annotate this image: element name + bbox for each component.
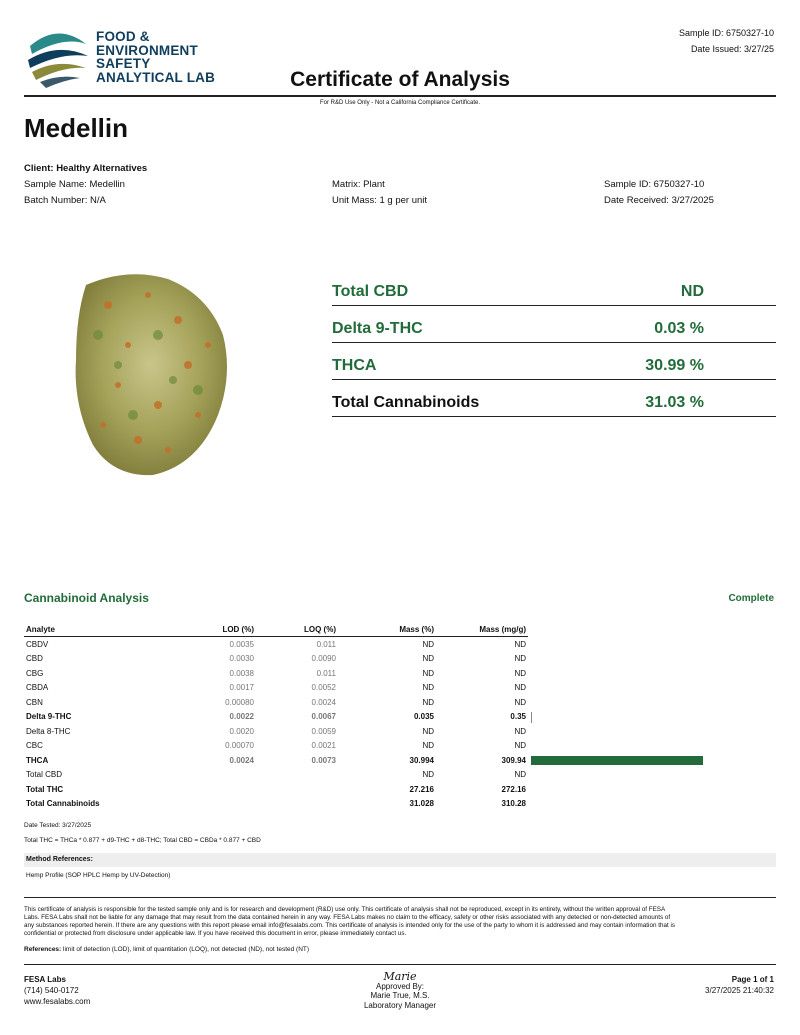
analyte-cell: Total CBD [26,770,63,780]
loq-cell [256,797,338,812]
loq-cell [256,782,338,797]
bar-cell [528,652,776,667]
header-meta [679,25,774,57]
summary-label: Total Cannabinoids [332,394,480,411]
analyte-cell: CBDV [26,639,49,649]
mass-mg-cell: 272.16 [501,784,526,794]
date-tested: Date Tested: 3/27/2025 [24,822,92,829]
mass-percent-cell: ND [422,639,434,649]
method-references-heading: Method References: [24,853,776,867]
logo-line: FOOD & [96,29,150,44]
column-header: Mass (%) [338,622,436,637]
mass-mg-cell: ND [514,683,526,693]
lod-cell: 0.0030 [229,654,254,664]
bar-cell [528,666,776,681]
table-row [24,666,776,681]
footer-website[interactable]: www.fesalabs.com [24,997,91,1006]
mass-percent-cell: 27.216 [409,784,434,794]
loq-cell: 0.0024 [311,697,336,707]
disclaimer: For R&D Use Only - Not a California Compliance Certificate. [319,100,481,106]
lod-cell: 0.0035 [229,639,254,649]
lod-cell [198,782,256,797]
loq-cell: 0.0073 [311,755,336,765]
analyte-cell: CBG [26,668,44,678]
mass-percent-cell: ND [422,654,434,664]
summary-row [332,275,776,306]
lod-cell: 0.0038 [229,668,254,678]
mass-percent-cell: ND [422,726,434,736]
legal-line: Labs. FESA Labs shall not be liable for any damage that may result from the data contained herein in any way. FESA Labs makes no claim to the efficacy, safety or other risks associated with any detected or non-detected amounts of [24,914,671,921]
mass-mg-cell: ND [514,639,526,649]
lod-cell: 0.0020 [229,726,254,736]
loq-cell: 0.0090 [311,654,336,664]
mass-percent-cell: 0.035 [413,712,434,722]
footer-divider [24,964,776,965]
summary-label: THCA [332,357,377,374]
bar-cell [528,724,776,739]
table-row [24,695,776,710]
signature: Marie [383,970,417,983]
bar-cell [528,710,776,725]
mass-mg-cell: ND [514,741,526,751]
summary-value: ND [680,283,704,300]
bar-column-header [528,622,776,637]
mass-mg-cell: 309.94 [501,755,526,765]
logo-line: SAFETY [96,56,151,71]
mass-percent-cell: 31.028 [409,799,434,809]
mass-percent-cell: ND [422,697,434,707]
analyte-cell: CBN [26,697,43,707]
analysis-title: Cannabinoid Analysis [24,591,149,605]
table-row [24,652,776,667]
table-row [24,710,776,725]
sample-id: Sample ID: 6750327-10 [604,179,705,190]
loq-cell: 0.0052 [311,683,336,693]
unit-mass: Unit Mass: 1 g per unit [332,195,428,206]
table-row [24,739,776,754]
mass-bar [531,712,532,723]
loq-cell: 0.0021 [311,741,336,751]
footer-lab-name: FESA Labs [24,975,66,984]
references-text: limit of detection (LOD), limit of quantitation (LOQ), not detected (ND), not tested (NT) [61,946,310,953]
lod-cell: 0.00080 [225,697,254,707]
approver-title: Laboratory Manager [363,1000,437,1010]
analyte-cell: CBC [26,741,43,751]
lod-cell: 0.0024 [229,755,254,765]
table-row [24,768,776,783]
bar-cell [528,695,776,710]
header-date-issued: Date Issued: 3/27/25 [690,44,774,54]
bar-cell [528,637,776,652]
approval-block [300,972,500,1010]
table-body [24,637,776,812]
header-divider [24,95,776,97]
table-row [24,724,776,739]
page-title: Certificate of Analysis [290,68,510,91]
column-header: LOD (%) [198,622,256,637]
analyte-cell: CBDA [26,683,49,693]
analyte-cell: Total Cannabinoids [26,799,100,809]
analyte-cell: CBD [26,654,43,664]
summary-value: 0.03 % [654,320,704,337]
footer-page-info [705,974,774,996]
lod-cell: 0.0017 [229,683,254,693]
loq-cell: 0.0067 [311,712,336,722]
loq-cell [256,768,338,783]
column-header: Mass (mg/g) [436,622,528,637]
section-divider [24,897,776,898]
mass-mg-cell: ND [514,654,526,664]
analyte-cell: Delta 9-THC [26,712,72,722]
footer-lab-info [24,974,90,1007]
legal-line: This certificate of analysis is responsible for the tested sample only and is for research and development (R&D) use only. This certificate of analysis shall not be reproduced, except in its entirety, without the written approval of FESA [24,906,666,913]
legal-paragraph [24,906,776,938]
generated-timestamp: 3/27/2025 21:40:32 [705,986,774,995]
table-header-row [24,622,776,637]
summary-value: 31.03 % [645,394,704,411]
table-row [24,782,776,797]
references-label: References: [24,946,62,953]
formula-note: Total THC = THCa * 0.877 + d9-THC + d8-THC; Total CBD = CBDa * 0.877 + CBD [24,837,261,844]
batch-number: Batch Number: N/A [24,195,106,206]
mass-percent-cell: ND [422,741,434,751]
matrix: Matrix: Plant [332,179,385,190]
date-received: Date Received: 3/27/2025 [604,195,714,206]
mass-percent-cell: ND [422,668,434,678]
mass-mg-cell: 310.28 [501,799,526,809]
mass-mg-cell: ND [514,668,526,678]
table-row [24,753,776,768]
references-note [24,946,309,953]
logo-line: ANALYTICAL LAB [96,69,216,85]
analyte-cell: Delta 8-THC [26,726,71,736]
summary-row [332,312,776,343]
mass-percent-cell: ND [422,770,434,780]
logo-line: ENVIRONMENT [96,42,198,58]
loq-cell: 0.011 [316,668,336,678]
sample-title: Medellin [24,113,129,143]
mass-percent-cell: ND [422,683,434,693]
column-header: LOQ (%) [256,622,338,637]
summary-label: Delta 9-THC [332,320,423,337]
footer-phone: (714) 540-0172 [24,986,79,995]
header-sample-id: Sample ID: 6750327-10 [678,28,774,38]
status-badge: Complete [728,593,774,604]
summary-value: 30.99 % [645,357,704,374]
summary-row [332,349,776,380]
mass-percent-cell: 30.994 [409,755,434,765]
lod-cell: 0.0022 [229,712,254,722]
bar-cell [528,739,776,754]
analyte-cell: Total THC [26,784,64,794]
approver-name: Marie True, M.S. [370,991,430,1000]
mass-mg-cell: ND [514,770,526,780]
table-row [24,797,776,812]
method-references-text: Hemp Profile (SOP HPLC Hemp by UV-Detection) [26,872,171,879]
legal-line: any substances reported herein. If there are any questions with this report please email info@fesalabs.com. This certificate of analysis is intended only for the use of the party to whom it is addressed and may contain information that is [24,922,675,929]
legal-line: confidential or protected from disclosure under applicable law. If you have received this document in error, please immediately contact us. [24,930,407,937]
bar-cell [528,768,776,783]
cannabinoid-table [24,622,776,811]
bar-cell [528,782,776,797]
bar-cell [528,753,776,768]
lod-cell: 0.00070 [225,741,254,751]
page-number: Page 1 of 1 [731,975,774,984]
approved-by: Approved By: [375,981,425,991]
loq-cell: 0.0059 [311,726,336,736]
column-header: Analyte [24,622,198,637]
analyte-cell: THCA [26,755,49,765]
lod-cell [198,797,256,812]
mass-mg-cell: ND [514,697,526,707]
mass-mg-cell: 0.35 [510,712,526,722]
bar-cell [528,797,776,812]
table-row [24,681,776,696]
table-row [24,637,776,652]
bar-cell [528,681,776,696]
sample-name: Sample Name: Medellin [24,179,125,190]
summary-row [332,386,776,417]
loq-cell: 0.011 [316,639,336,649]
mass-mg-cell: ND [514,726,526,736]
client-name: Client: Healthy Alternatives [24,163,148,174]
summary-label: Total CBD [332,283,409,300]
lod-cell [198,768,256,783]
mass-bar [531,756,703,765]
sample-photo [58,265,248,480]
